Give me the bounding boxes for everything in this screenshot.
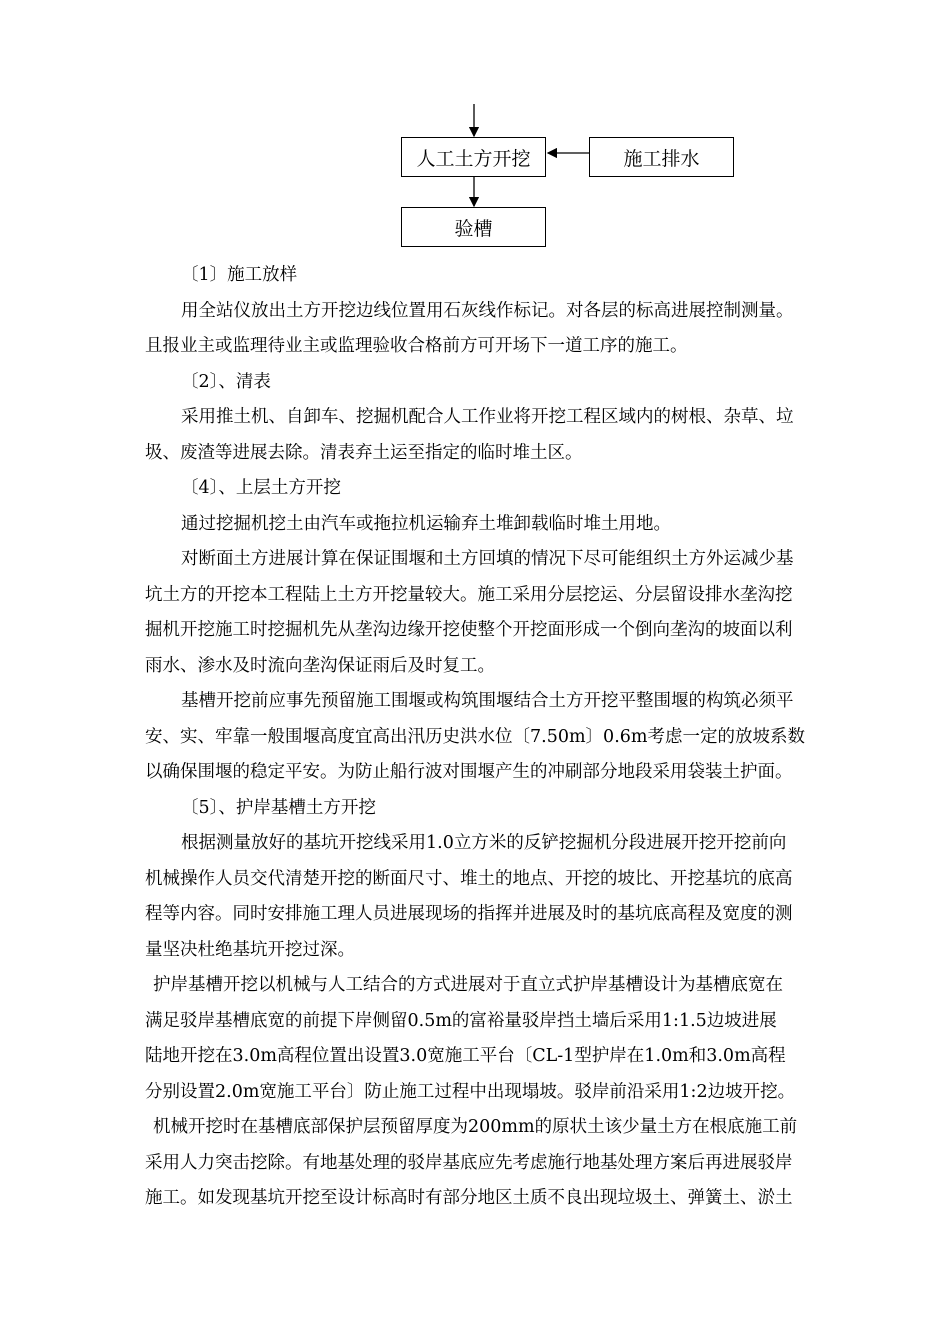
text-line: 程等内容。同时安排施工理人员进展现场的指挥并进展及时的基坑底高程及宽度的测 [145, 904, 793, 924]
document-body [145, 258, 860, 1217]
text-line: 护岸基槽开挖以机械与人工结合的方式进展对于直立式护岸基槽设计为基槽底宽在 [153, 975, 783, 995]
text-line: 根据测量放好的基坑开挖线采用1.0立方米的反铲挖掘机分段进展开挖开挖前向 [181, 833, 787, 853]
text-line: 雨水、渗水及时流向垄沟保证雨后及时复工。 [145, 655, 495, 676]
text-line: 基槽开挖前应事先预留施工围堰或构筑围堰结合土方开挖平整围堰的构筑必须平 [181, 691, 794, 711]
section-heading: 〔5〕、护岸基槽土方开挖 [181, 797, 376, 818]
text-line: 分别设置2.0m宽施工平台〕防止施工过程中出现塌坡。驳岸前沿采用1:2边坡开挖。 [145, 1081, 796, 1102]
text-line: 满足驳岸基槽底宽的前提下岸侧留0.5m的富裕量驳岸挡土墙后采用1:1.5边坡进展 [145, 1010, 777, 1031]
flow-box-construction-drainage [589, 137, 734, 177]
text-line: 对断面土方进展计算在保证围堰和土方回填的情况下尽可能组织土方外运减少基 [181, 549, 794, 569]
section-heading: 〔4〕、上层土方开挖 [181, 478, 341, 498]
text-line: 量坚决杜绝基坑开挖过深。 [145, 939, 355, 960]
text-line: 圾、废渣等进展去除。清表弃土运至指定的临时堆土区。 [145, 442, 583, 463]
text-line: 通过挖掘机挖土由汽车或拖拉机运输弃土堆卸载临时堆土用地。 [181, 513, 671, 534]
text-line: 机械开挖时在基槽底部保护层预留厚度为200mm的原状土该少量土方在根底施工前 [153, 1117, 798, 1137]
section-heading: 〔1〕施工放样 [181, 265, 298, 285]
text-line: 坑土方的开挖本工程陆上土方开挖量较大。施工采用分层挖运、分层留设排水垄沟挖 [145, 584, 793, 605]
section-heading: 〔2〕、清表 [181, 371, 271, 392]
text-line: 以确保围堰的稳定平安。为防止船行波对围堰产生的冲刷部分地段采用袋装土护面。 [145, 762, 793, 782]
flow-box-manual-excavation [401, 137, 546, 177]
flow-box-trench-inspection [401, 207, 546, 247]
text-line: 机械操作人员交代清楚开挖的断面尺寸、堆土的地点、开挖的坡比、开挖基坑的底高 [145, 868, 793, 889]
text-line: 采用人力突击挖除。有地基处理的驳岸基底应先考虑施行地基处理方案后再进展驳岸 [145, 1152, 793, 1173]
flow-box-label: 验槽 [454, 217, 493, 240]
text-line: 掘机开挖施工时挖掘机先从垄沟边缘开挖使整个开挖面形成一个倒向垄沟的坡面以利 [145, 620, 793, 640]
text-line: 且报业主或监理待业主或监理验收合格前方可开场下一道工序的施工。 [145, 336, 688, 356]
flow-box-label: 人工土方开挖 [416, 147, 531, 170]
flow-box-label: 施工排水 [623, 147, 700, 170]
text-line: 陆地开挖在3.0m高程位置出设置3.0宽施工平台〔CL-1型护岸在1.0m和3.0m高程 [145, 1046, 786, 1066]
text-line: 用全站仪放出土方开挖边线位置用石灰线作标记。对各层的标高进展控制测量。 [181, 300, 794, 321]
text-line: 安、实、牢靠一般围堰高度宜高出汛历史洪水位〔7.50m〕0.6m考虑一定的放坡系数 [145, 726, 805, 747]
text-line: 采用推土机、自卸车、挖掘机配合人工作业将开挖工程区域内的树根、杂草、垃 [181, 407, 794, 427]
text-line: 施工。如发现基坑开挖至设计标高时有部分地区土质不良出现垃圾土、弹簧土、淤土 [145, 1188, 793, 1208]
